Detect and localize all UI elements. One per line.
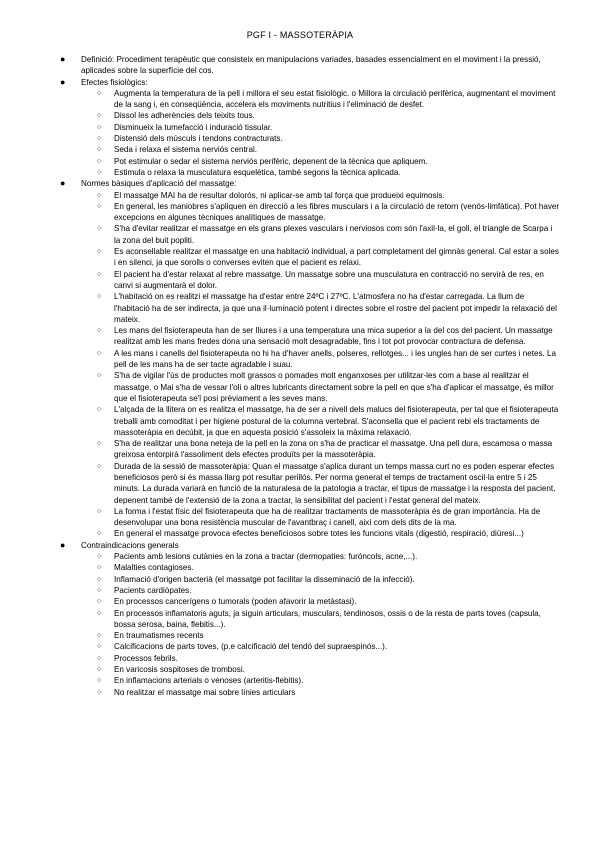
sub-list-item — [60, 675, 560, 686]
sub-list-item — [60, 438, 560, 461]
sub-list-item-text: No realitzar el massatge mai sobre línies articulars — [114, 687, 296, 697]
sub-list-item — [60, 122, 560, 133]
circle-bullet-icon: ○ — [97, 327, 102, 335]
sub-list-item-text: S'ha de vigilar l'ús de productes molt grassos o pomades molt enganxoses per utilitzar-les com a base al realitzar el massatge. o Mai s'ha de vessar l'oli o altres lubricants directament sobre la pell en que s'ha d'aplicar el massatge, és millor que el fisioterapeuta se'l posi prèviament a les seves mans. — [114, 371, 554, 403]
sub-list-item — [60, 664, 560, 675]
sub-list-item — [60, 630, 560, 641]
circle-bullet-icon: ○ — [97, 191, 102, 199]
sub-list-item-text: Calcificacions de parts toves, (p.e calcificació del tendó del supraespinós...). — [114, 642, 388, 652]
page-title: PGF I - MASSOTERÀPIA — [246, 30, 354, 40]
sub-list-item — [60, 528, 560, 539]
sub-list-item — [60, 461, 560, 506]
outline-item-text: Efectes fisiològics: — [81, 77, 148, 87]
sub-list-item — [60, 133, 560, 144]
sub-list-item — [60, 404, 560, 438]
sub-list-item — [60, 325, 560, 348]
circle-bullet-icon: ○ — [97, 202, 102, 210]
sub-list-item — [60, 110, 560, 121]
circle-bullet-icon: ○ — [97, 530, 102, 538]
circle-bullet-icon: ○ — [97, 293, 102, 301]
circle-bullet-icon: ○ — [97, 168, 102, 176]
sub-list-item-text: L'alçada de la llitera on es realitza el massatge, ha de ser a nivell dels malucs del fisioterapeuta, per tal que el fisioterapeuta treballi amb comoditat i per higiene postural de la columna vertebral. S'aconsella que el pacient rebi els tractaments de massoteràpia en decúbit, ja que en aquesta posició s'assoleix la màxima relaxació. — [114, 405, 559, 437]
outline-item — [60, 54, 560, 77]
circle-bullet-icon: ○ — [97, 553, 102, 561]
sub-list-item — [60, 370, 560, 404]
sub-list-item-text: La forma i l'estat físic del fisioterapeuta que ha de realitzar tractaments de massoteràpia és de gran importància. Ha de desenvolupar una bona resistència muscular de l'avantbraç i canell, així com dels dits de la ma. — [114, 506, 541, 528]
sub-list-item-text: S'ha de realitzar una bona neteja de la pell en la zona on s'ha de practicar el massatge. Una pell dura, escamosa o massa greixosa entorpirà l'assoliment dels efectes produïts per la massoteràpia. — [114, 439, 553, 460]
sub-list-item — [60, 223, 560, 246]
sub-list-item-text: En general, les maniobres s'apliquen en direcció a les fibres musculars i a la circulació de retorn (venós-limfàtica). Pot haver excepcions en algunes tècniques analítiques de massatge. — [114, 201, 560, 223]
sub-list-item — [60, 246, 560, 269]
sub-list-item-text: Inflamació d'origen bacterià (el massatge pot facilitar la disseminació de la infecció). — [114, 574, 415, 584]
circle-bullet-icon: ○ — [97, 632, 102, 640]
sub-list-item — [60, 144, 560, 155]
circle-bullet-icon: ○ — [97, 248, 102, 256]
sub-list-item-text: Distensió dels músculs i tendons contracturats. — [114, 134, 283, 144]
sub-list-item-text: En traumatismes recents — [114, 631, 204, 641]
sub-list-item-text: L'habitació on es realitzi el massatge ha d'estar entre 24ºC i 27ºC. L'atmosfera no ha d'estar carregada. La llum de l'habitació ha de ser indirecta, ja que una il·luminació potent i directes sobre el rostre del pacient pot impedir la relaxació del mateix. — [114, 292, 557, 324]
circle-bullet-icon: ○ — [97, 349, 102, 357]
sub-list-item — [60, 596, 560, 607]
sub-list-item-text: Dissol les adherències dels teixits tous. — [114, 111, 255, 121]
sub-list-item — [60, 167, 560, 178]
sub-list-item — [60, 574, 560, 585]
sub-list-item — [60, 687, 560, 698]
document-content — [60, 54, 560, 698]
circle-bullet-icon: ○ — [97, 643, 102, 651]
sub-list-item — [60, 348, 560, 371]
circle-bullet-icon: ○ — [97, 609, 102, 617]
sub-list-item — [60, 88, 560, 111]
sub-list-item — [60, 156, 560, 167]
circle-bullet-icon: ○ — [97, 157, 102, 165]
outline-item-text: Normes bàsiques d'aplicació del massatge: — [81, 179, 237, 189]
sub-list-item-text: En processos cancerígens o tumorals (poden afavorir la metàstasi). — [114, 597, 357, 607]
circle-bullet-icon: ○ — [97, 372, 102, 380]
circle-bullet-icon: ○ — [97, 406, 102, 414]
bullet-icon: ● — [60, 76, 66, 87]
circle-bullet-icon: ○ — [97, 654, 102, 662]
circle-bullet-icon: ○ — [97, 666, 102, 674]
sub-list-item-text: Es aconsellable realitzar el massatge en una habitació individual, a part completament del gimnàs general. Cal estar a soles i en silenci, ja que sorolls o converses eviten que el pacient es relaxi. — [114, 247, 559, 268]
sub-list-item-text: Pacients amb lesions cutànies en la zona a tractar (dermopaties: furóncols, acne,...). — [114, 552, 418, 562]
sub-list-item-text: Pot estimular o sedar el sistema nerviós perifèric, depenent de la tècnica que apliquem. — [114, 156, 428, 166]
sub-list-item-text: Estimula o relaxa la musculatura esquelètica, també segons la tècnica aplicada. — [114, 167, 401, 177]
circle-bullet-icon: ○ — [97, 564, 102, 572]
sub-list-item-text: A les mans i canells del fisioterapeuta no hi ha d'haver anells, polseres, rellotges... i les ungles han de ser curtes i netes. La pell de les mans ha de ser tacte agradable i suau. — [114, 348, 557, 370]
outline-item — [60, 77, 560, 88]
sub-list-item — [60, 641, 560, 652]
circle-bullet-icon: ○ — [97, 575, 102, 583]
sub-list-item — [60, 190, 560, 201]
sub-list-item-text: Durada de la sessió de massoteràpia: Quan el massatge s'aplica durant un temps massa curt no es poden esperar efectes beneficiosos però si és massa llarg pot resultar perillós. Per norma general el temps de tractament oscil·la entre 5 i 25 minuts. La durada variarà en funció de la naturalesa de la patologia a tractar, el tipus de massatge i la resposta del pacient, depenent també de l'extensió de la zona a tractar, la sensibilitat del pacient i l'estat general del mateix. — [114, 461, 556, 505]
sub-list-item-text: Seda i relaxa el sistema nerviós central. — [114, 145, 258, 155]
circle-bullet-icon: ○ — [97, 598, 102, 606]
sub-list-item-text: Augmenta la temperatura de la pell i millora el seu estat fisiològic. o Millora la circulació perifèrica, augmentant el moviment de la sang i, en conseqüència, accelera els moviments nutritius i l'eliminació de desfet. — [114, 88, 556, 110]
sub-list-item — [60, 291, 560, 325]
circle-bullet-icon: ○ — [97, 688, 102, 696]
outline-list — [60, 54, 560, 698]
outline-item-text: Definició: Procediment terapèutic que consisteix en manipulacions variades, basades essencialment en el moviment i la pressió, aplicades sobre la superfície del cos. — [81, 55, 541, 76]
circle-bullet-icon: ○ — [97, 225, 102, 233]
sub-list-item-text: En inflamacions arterials o venoses (arteritis-flebitis). — [114, 676, 304, 686]
sub-list-item-text: Les mans del fisioterapeuta han de ser lliures i a una temperatura una mica superior a la del cos del pacient. Un massatge realitzat amb les mans fredes dona una sensació molt desagradable, fins i tot pot provocar contractura de defensa. — [114, 326, 553, 347]
circle-bullet-icon: ○ — [97, 270, 102, 278]
sub-list-item-text: En varicosis sospitoses de trombosi. — [114, 665, 245, 675]
outline-item-text: Contraindicacions generals — [81, 540, 179, 550]
circle-bullet-icon: ○ — [97, 677, 102, 685]
circle-bullet-icon: ○ — [97, 112, 102, 120]
sub-list-item — [60, 653, 560, 664]
outline-item — [60, 178, 560, 189]
outline-item — [60, 540, 560, 551]
circle-bullet-icon: ○ — [97, 462, 102, 470]
sub-list-item — [60, 201, 560, 224]
sub-list-item-text: El pacient ha d'estar relaxat al rebre massatge. Un massatge sobre una musculatura en contracció no servirà de res, en canvi si augmentarà el dolor. — [114, 269, 544, 290]
sub-list-item-text: En general el massatge provoca efectes beneficiosos sobre totes les funcions vitals (digestió, respiració, diüresi...) — [114, 529, 524, 539]
sub-list-item-text: En processos inflamatoris aguts, ja siguin articulars, musculars, tendinosos, ossis o de la resta de parts toves (capsula, bossa serosa, baina, flebitis...). — [114, 608, 541, 629]
circle-bullet-icon: ○ — [97, 146, 102, 154]
circle-bullet-icon: ○ — [97, 123, 102, 131]
circle-bullet-icon: ○ — [97, 135, 102, 143]
circle-bullet-icon: ○ — [97, 507, 102, 515]
sub-list-item-text: Malalties contagioses. — [114, 563, 194, 573]
sub-list-item — [60, 608, 560, 631]
sub-list-item — [60, 269, 560, 292]
sub-list-item-text: Disminueix la tumefacció i induració tissular. — [114, 122, 273, 132]
sub-list-item-text: El massatge MAI ha de resultar dolorós, ni aplicar-se amb tal força que produeixi equimosis. — [114, 190, 445, 200]
circle-bullet-icon: ○ — [97, 586, 102, 594]
circle-bullet-icon: ○ — [97, 89, 102, 97]
sub-list-item-text: Processos febrils. — [114, 653, 178, 663]
bullet-icon: ● — [60, 54, 66, 64]
sub-list-item — [60, 551, 560, 562]
sub-list-item — [60, 585, 560, 596]
bullet-icon: ● — [60, 178, 66, 189]
sub-list-item — [60, 562, 560, 573]
sub-list-item-text: Pacients cardiòpates. — [114, 585, 192, 595]
sub-list-item — [60, 506, 560, 529]
bullet-icon: ● — [60, 539, 66, 550]
circle-bullet-icon: ○ — [97, 440, 102, 448]
sub-list-item-text: S'ha d'evitar realitzar el massatge en els grans plexes vasculars i nerviosos com són l'axil·la, el goll, el triangle de Scarpa i la zona del buit popliti. — [114, 224, 553, 245]
